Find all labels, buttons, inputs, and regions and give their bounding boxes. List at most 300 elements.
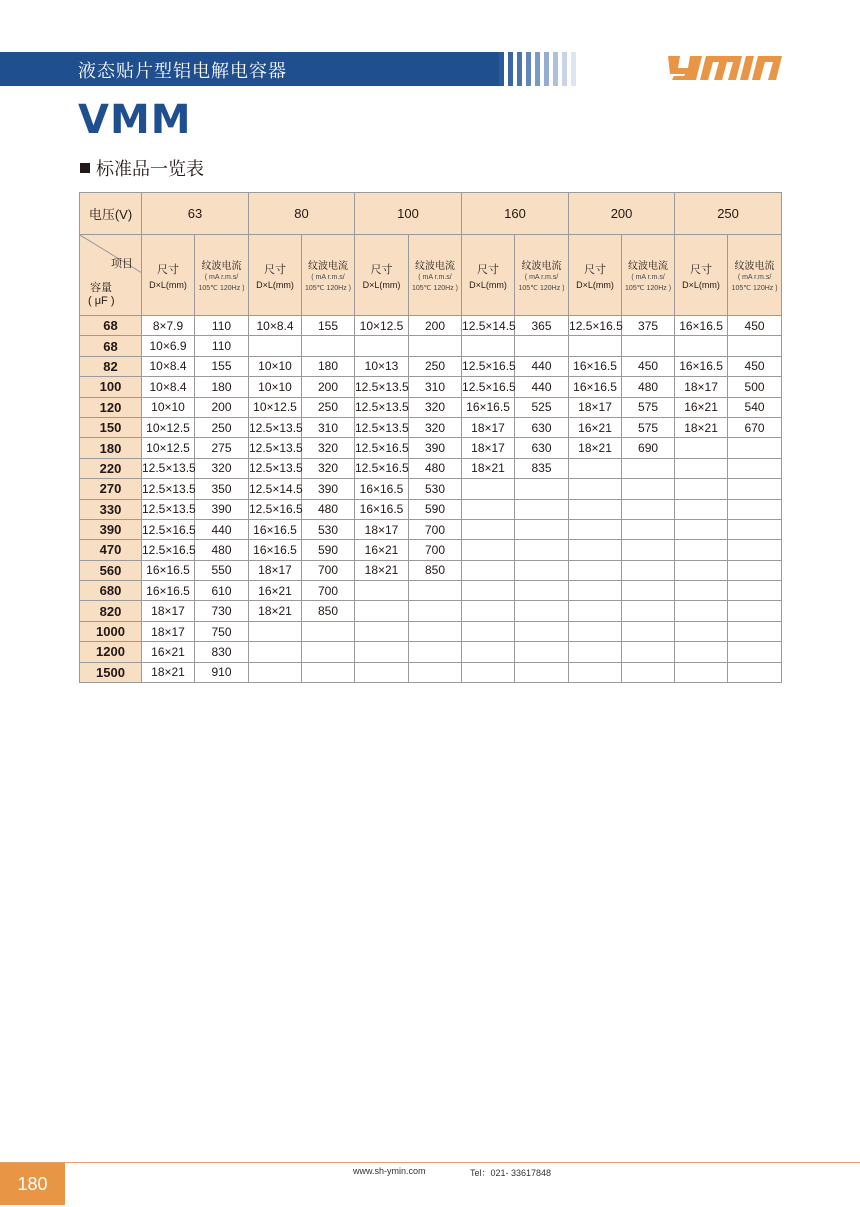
size-cell: 18×21 (675, 417, 728, 437)
ripple-cell: 480 (302, 499, 355, 519)
ripple-cell (515, 519, 569, 539)
size-cell: 12.5×16.5 (462, 377, 515, 397)
ripple-cell: 630 (515, 417, 569, 437)
ripple-cell (622, 336, 675, 356)
ripple-cell: 110 (195, 316, 249, 336)
ripple-cell (728, 479, 782, 499)
table-row (80, 560, 782, 580)
size-cell: 18×21 (462, 458, 515, 478)
size-cell: 12.5×16.5 (462, 356, 515, 376)
size-cell (462, 540, 515, 560)
size-cell (675, 540, 728, 560)
ripple-label: 纹波电流 (628, 260, 669, 272)
size-cell (462, 662, 515, 682)
ripple-cell: 440 (515, 377, 569, 397)
ripple-cell (622, 662, 675, 682)
ripple-cell (515, 540, 569, 560)
ripple-cell: 550 (195, 560, 249, 580)
ripple-cell: 750 (195, 621, 249, 641)
ripple-header (515, 235, 569, 316)
ripple-sub-label: ( mA r.m.s/ (737, 273, 772, 281)
table-row (80, 316, 782, 336)
ripple-cell (622, 642, 675, 662)
size-cell (462, 499, 515, 519)
ripple-cell (622, 540, 675, 560)
size-cell: 10×12.5 (355, 316, 409, 336)
header-title: 液态贴片型铝电解电容器 (78, 61, 287, 82)
size-cell: 10×10 (249, 356, 302, 376)
ripple-cell: 250 (409, 356, 462, 376)
ripple-sub-label: ( mA r.m.s/ (418, 273, 452, 281)
capacitance-cell: 120 (80, 397, 142, 417)
size-cell: 16×16.5 (569, 377, 622, 397)
size-cell: 16×16.5 (462, 397, 515, 417)
size-header (675, 235, 728, 316)
ripple-cell: 910 (195, 662, 249, 682)
ripple-cell (515, 479, 569, 499)
capacitance-cell: 820 (80, 601, 142, 621)
ripple-sub-label: 105℃ 120Hz ) (198, 284, 245, 292)
size-cell (675, 336, 728, 356)
ripple-cell (409, 621, 462, 641)
table-row (80, 417, 782, 437)
corner-cell (80, 235, 142, 316)
size-cell: 18×21 (569, 438, 622, 458)
size-cell (675, 560, 728, 580)
ripple-cell (302, 621, 355, 641)
ripple-cell (515, 581, 569, 601)
size-cell (569, 519, 622, 539)
ripple-cell: 250 (302, 397, 355, 417)
ripple-cell (728, 560, 782, 580)
ripple-cell: 630 (515, 438, 569, 458)
size-cell: 16×16.5 (675, 316, 728, 336)
size-cell: 10×10 (249, 377, 302, 397)
size-cell: 16×16.5 (675, 356, 728, 376)
ripple-cell: 440 (515, 356, 569, 376)
ripple-label: 纹波电流 (308, 260, 348, 272)
capacitance-cell: 68 (80, 336, 142, 356)
size-cell (462, 621, 515, 641)
ripple-header (622, 235, 675, 316)
voltage-cell: 250 (675, 193, 782, 235)
table-row (80, 499, 782, 519)
ripple-cell (622, 560, 675, 580)
ripple-sub-label: 105℃ 120Hz ) (412, 284, 458, 292)
capacitance-cell: 1500 (80, 662, 142, 682)
capacitance-label: 容量 (90, 282, 112, 294)
voltage-cell: 80 (249, 193, 355, 235)
ripple-cell (622, 581, 675, 601)
ripple-cell: 200 (302, 377, 355, 397)
size-cell: 18×17 (675, 377, 728, 397)
voltage-label: 电压(V) (80, 193, 142, 235)
table-row (80, 581, 782, 601)
ripple-cell (728, 642, 782, 662)
ripple-cell: 320 (302, 438, 355, 458)
ripple-cell: 530 (409, 479, 462, 499)
size-cell: 12.5×13.5 (142, 479, 195, 499)
ripple-cell (728, 519, 782, 539)
capacitance-cell: 1200 (80, 642, 142, 662)
ripple-cell: 730 (195, 601, 249, 621)
size-cell (249, 336, 302, 356)
header-band (0, 52, 500, 86)
size-label: 尺寸 (584, 263, 607, 276)
table-row (80, 438, 782, 458)
size-cell (675, 479, 728, 499)
ripple-cell (515, 601, 569, 621)
size-cell: 10×10 (142, 397, 195, 417)
size-cell: 12.5×16.5 (355, 458, 409, 478)
capacitance-cell: 82 (80, 356, 142, 376)
size-cell (569, 540, 622, 560)
ripple-label: 纹波电流 (521, 260, 562, 272)
capacitance-cell: 220 (80, 458, 142, 478)
ripple-cell (515, 621, 569, 641)
size-cell (462, 581, 515, 601)
ripple-cell: 440 (195, 519, 249, 539)
size-label: 尺寸 (370, 263, 393, 276)
unit-label: ( μF ) (88, 295, 115, 307)
capacitance-cell: 180 (80, 438, 142, 458)
size-cell (462, 642, 515, 662)
size-cell: 16×21 (142, 642, 195, 662)
ripple-cell: 450 (728, 316, 782, 336)
ripple-cell: 850 (409, 560, 462, 580)
ripple-cell: 835 (515, 458, 569, 478)
tel-text: Tel：021- 33617848 (470, 1168, 552, 1178)
size-label: 尺寸 (690, 263, 713, 276)
size-cell: 12.5×16.5 (142, 540, 195, 560)
ripple-cell: 500 (728, 377, 782, 397)
voltage-cell: 63 (142, 193, 249, 235)
ripple-cell: 320 (409, 417, 462, 437)
size-cell: 10×12.5 (249, 397, 302, 417)
size-cell: 12.5×14.5 (249, 479, 302, 499)
ripple-cell: 180 (195, 377, 249, 397)
ripple-label: 纹波电流 (415, 260, 455, 272)
size-cell: 18×17 (142, 621, 195, 641)
ripple-label: 纹波电流 (201, 260, 242, 272)
size-cell: 12.5×16.5 (142, 519, 195, 539)
size-cell (569, 581, 622, 601)
size-cell (462, 560, 515, 580)
ripple-header (409, 235, 462, 316)
ripple-cell (728, 336, 782, 356)
ripple-cell: 350 (195, 479, 249, 499)
size-cell: 12.5×13.5 (249, 417, 302, 437)
ripple-sub-label: ( mA r.m.s/ (524, 273, 559, 281)
size-header (569, 235, 622, 316)
size-header (462, 235, 515, 316)
size-cell (675, 642, 728, 662)
ripple-cell (728, 499, 782, 519)
ripple-sub-label: ( mA r.m.s/ (204, 273, 239, 281)
ripple-cell (409, 581, 462, 601)
header-stripes (490, 52, 610, 86)
ripple-cell: 320 (195, 458, 249, 478)
size-cell (569, 499, 622, 519)
ripple-cell (515, 560, 569, 580)
size-cell: 12.5×14.5 (462, 316, 515, 336)
size-cell: 12.5×16.5 (355, 438, 409, 458)
size-cell: 16×21 (355, 540, 409, 560)
size-cell (569, 621, 622, 641)
size-cell (249, 621, 302, 641)
capacitance-cell: 150 (80, 417, 142, 437)
size-cell (675, 499, 728, 519)
size-cell (249, 662, 302, 682)
capacitance-cell: 560 (80, 560, 142, 580)
table-row (80, 458, 782, 478)
size-header (249, 235, 302, 316)
size-cell: 12.5×13.5 (249, 458, 302, 478)
size-cell (675, 621, 728, 641)
size-cell: 18×17 (249, 560, 302, 580)
size-cell: 18×17 (142, 601, 195, 621)
ripple-cell: 275 (195, 438, 249, 458)
ripple-cell: 320 (409, 397, 462, 417)
ripple-cell: 390 (195, 499, 249, 519)
ripple-cell (409, 642, 462, 662)
ripple-cell (409, 662, 462, 682)
square-bullet-icon (80, 163, 90, 173)
ripple-cell (302, 642, 355, 662)
ripple-cell: 155 (302, 316, 355, 336)
ripple-cell (622, 519, 675, 539)
size-cell: 12.5×13.5 (355, 417, 409, 437)
ripple-cell: 390 (409, 438, 462, 458)
ripple-cell: 310 (409, 377, 462, 397)
ripple-sub-label: 105℃ 120Hz ) (625, 284, 672, 292)
size-cell (462, 479, 515, 499)
ripple-cell: 450 (728, 356, 782, 376)
ripple-cell (409, 336, 462, 356)
ripple-cell (622, 621, 675, 641)
ripple-cell: 480 (195, 540, 249, 560)
ripple-cell (728, 662, 782, 682)
ripple-header (195, 235, 249, 316)
capacitance-cell: 390 (80, 519, 142, 539)
website-text: www.sh-ymin.com (353, 1166, 426, 1176)
size-cell: 16×16.5 (569, 356, 622, 376)
size-cell: 18×21 (355, 560, 409, 580)
size-cell (355, 662, 409, 682)
size-cell (249, 642, 302, 662)
table-row (80, 479, 782, 499)
ripple-header (302, 235, 355, 316)
ripple-cell: 480 (622, 377, 675, 397)
ripple-cell: 390 (302, 479, 355, 499)
ripple-cell: 700 (409, 540, 462, 560)
size-cell (569, 642, 622, 662)
size-cell (569, 479, 622, 499)
ripple-cell (515, 499, 569, 519)
size-cell: 16×21 (675, 397, 728, 417)
item-label: 项目 (111, 258, 133, 270)
page-number: 180 (0, 1163, 65, 1205)
ripple-cell (302, 662, 355, 682)
table-row (80, 356, 782, 376)
size-cell: 10×8.4 (142, 356, 195, 376)
size-cell: 12.5×13.5 (355, 397, 409, 417)
size-cell: 12.5×13.5 (142, 499, 195, 519)
ripple-cell: 530 (302, 519, 355, 539)
size-cell (569, 336, 622, 356)
size-cell (355, 621, 409, 641)
ripple-cell: 540 (728, 397, 782, 417)
size-cell: 18×21 (142, 662, 195, 682)
ymin-logo (664, 48, 784, 88)
size-cell: 8×7.9 (142, 316, 195, 336)
section-title: 标准品一览表 (96, 159, 204, 180)
size-cell: 12.5×16.5 (569, 316, 622, 336)
ripple-sub-label: 105℃ 120Hz ) (731, 284, 778, 292)
voltage-header-row (80, 193, 782, 235)
table-row (80, 601, 782, 621)
ripple-sub-label: ( mA r.m.s/ (311, 273, 345, 281)
table-row (80, 662, 782, 682)
ripple-cell: 200 (195, 397, 249, 417)
size-cell: 12.5×13.5 (249, 438, 302, 458)
size-sub-label: D×L(mm) (469, 279, 507, 290)
size-cell (462, 519, 515, 539)
size-cell: 16×16.5 (142, 581, 195, 601)
ripple-cell: 365 (515, 316, 569, 336)
capacitance-cell: 680 (80, 581, 142, 601)
section-heading (80, 155, 204, 181)
ripple-sub-label: 105℃ 120Hz ) (518, 284, 565, 292)
size-cell: 12.5×13.5 (142, 458, 195, 478)
size-cell: 12.5×13.5 (355, 377, 409, 397)
ripple-cell: 830 (195, 642, 249, 662)
size-sub-label: D×L(mm) (362, 279, 401, 290)
size-header (355, 235, 409, 316)
ripple-cell (622, 458, 675, 478)
ripple-cell: 155 (195, 356, 249, 376)
size-cell: 16×16.5 (355, 499, 409, 519)
ripple-cell: 690 (622, 438, 675, 458)
ripple-sub-label: 105℃ 120Hz ) (305, 284, 351, 292)
ripple-cell (622, 601, 675, 621)
ripple-cell: 700 (409, 519, 462, 539)
size-cell (569, 601, 622, 621)
size-cell (355, 581, 409, 601)
ripple-cell: 320 (302, 458, 355, 478)
voltage-cell: 200 (569, 193, 675, 235)
ripple-cell (409, 601, 462, 621)
capacitance-cell: 1000 (80, 621, 142, 641)
ripple-cell: 200 (409, 316, 462, 336)
ripple-cell (728, 621, 782, 641)
ripple-cell (622, 499, 675, 519)
size-cell: 18×17 (355, 519, 409, 539)
ripple-cell (515, 642, 569, 662)
series-title: VMM (78, 97, 192, 143)
ripple-cell (728, 458, 782, 478)
size-cell: 18×17 (462, 438, 515, 458)
capacitance-cell: 470 (80, 540, 142, 560)
size-cell: 16×16.5 (142, 560, 195, 580)
ripple-cell: 375 (622, 316, 675, 336)
size-cell (462, 601, 515, 621)
capacitance-cell: 100 (80, 377, 142, 397)
spec-table (79, 192, 782, 683)
ripple-cell: 525 (515, 397, 569, 417)
footer-line (0, 1162, 860, 1163)
table-row (80, 397, 782, 417)
size-cell (675, 662, 728, 682)
capacitance-cell: 330 (80, 499, 142, 519)
ripple-sub-label: ( mA r.m.s/ (631, 273, 665, 281)
ripple-cell: 250 (195, 417, 249, 437)
ripple-cell: 590 (302, 540, 355, 560)
table-row (80, 621, 782, 641)
ripple-cell (302, 336, 355, 356)
size-sub-label: D×L(mm) (149, 279, 187, 290)
size-label: 尺寸 (264, 263, 286, 276)
size-cell: 18×21 (249, 601, 302, 621)
ripple-cell: 850 (302, 601, 355, 621)
table-row (80, 519, 782, 539)
ripple-cell: 575 (622, 397, 675, 417)
size-cell: 16×16.5 (355, 479, 409, 499)
ripple-cell: 610 (195, 581, 249, 601)
size-cell (675, 581, 728, 601)
size-cell (675, 458, 728, 478)
size-cell (355, 601, 409, 621)
table-row (80, 642, 782, 662)
size-cell: 10×12.5 (142, 438, 195, 458)
ripple-label: 纹波电流 (734, 260, 775, 272)
ripple-cell: 310 (302, 417, 355, 437)
size-cell (569, 662, 622, 682)
ripple-cell: 700 (302, 560, 355, 580)
capacitance-cell: 68 (80, 316, 142, 336)
ripple-cell (515, 662, 569, 682)
subheader-row (80, 235, 782, 316)
size-cell: 10×13 (355, 356, 409, 376)
size-cell: 16×21 (569, 417, 622, 437)
size-cell: 18×17 (462, 417, 515, 437)
size-label: 尺寸 (157, 263, 179, 276)
table-row (80, 377, 782, 397)
size-cell (569, 458, 622, 478)
size-cell: 10×12.5 (142, 417, 195, 437)
size-cell (675, 438, 728, 458)
size-cell (675, 601, 728, 621)
capacitance-cell: 270 (80, 479, 142, 499)
size-cell (569, 560, 622, 580)
ripple-header (728, 235, 782, 316)
ripple-cell: 700 (302, 581, 355, 601)
size-cell (355, 336, 409, 356)
size-cell (462, 336, 515, 356)
ripple-cell: 670 (728, 417, 782, 437)
size-sub-label: D×L(mm) (576, 279, 614, 290)
size-cell (675, 519, 728, 539)
size-sub-label: D×L(mm) (682, 279, 720, 290)
ripple-cell (728, 601, 782, 621)
size-cell: 16×16.5 (249, 540, 302, 560)
size-header (142, 235, 195, 316)
size-cell: 12.5×16.5 (249, 499, 302, 519)
voltage-cell: 160 (462, 193, 569, 235)
ripple-cell: 480 (409, 458, 462, 478)
ripple-cell (515, 336, 569, 356)
voltage-cell: 100 (355, 193, 462, 235)
